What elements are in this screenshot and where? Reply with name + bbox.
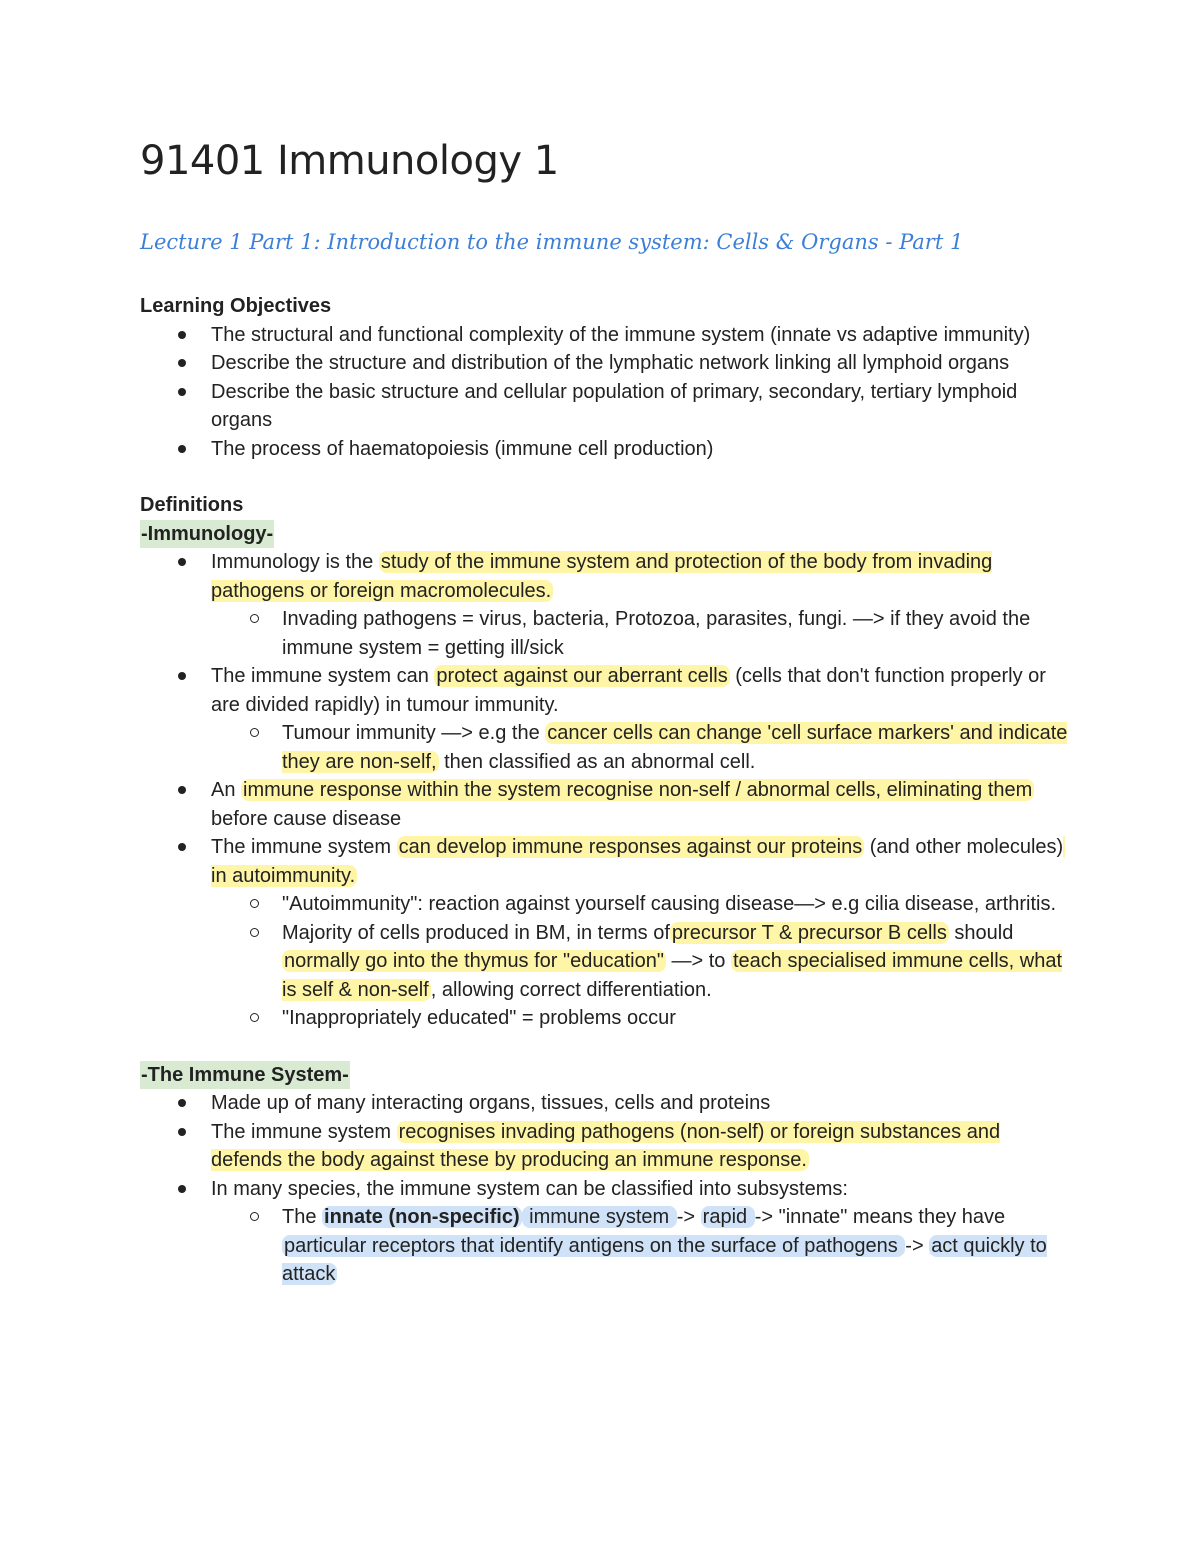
immune-system-list [140, 1089, 1070, 1289]
text: —> to [665, 950, 731, 972]
text: (cells that don't function properly or are divided rapidly) in tumour immunity. [211, 665, 1046, 716]
highlight: particular receptors that identify antigens on the surface of pathogens [284, 1234, 904, 1257]
sub-list-item: Invading pathogens = virus, bacteria, Protozoa, parasites, fungi. —> if they avoid the immune system = getting ill/sick [211, 605, 1070, 662]
text: Tumour immunity —> e.g the [282, 722, 546, 744]
text: The immune system [211, 1120, 397, 1143]
sub-list-item [211, 1203, 1070, 1289]
document-body [140, 292, 1070, 1289]
text: (and other molecules) [864, 836, 1064, 858]
text: -> [905, 1234, 930, 1257]
immune-system-subheading: -The Immune System- [140, 1061, 350, 1090]
list-item [140, 833, 1070, 1033]
highlight: immune system [523, 1206, 675, 1228]
lecture-heading: Lecture 1 Part 1: Introduction to the immune system: Cells & Organs - Part 1 [140, 230, 964, 254]
text: In many species, the immune system can be classified into subsystems: [211, 1177, 848, 1200]
text: The [282, 1206, 323, 1228]
list-item [140, 776, 1070, 833]
definitions-heading: Definitions [140, 494, 244, 516]
highlight: recognises invading pathogens (non-self) or foreign substances and defends the body against these by producing an immune response. [211, 1120, 1001, 1171]
immunology-subheading: -Immunology- [140, 520, 274, 549]
definitions-list [140, 548, 1070, 1033]
text: should [948, 921, 1014, 944]
bold-text: innate (non-specific) [324, 1206, 520, 1228]
list-item [140, 662, 1070, 776]
learning-objectives-list [140, 321, 1070, 464]
highlight: teach specialised immune cells, what is self & non-self [282, 950, 1063, 1001]
highlight: normally go into the thymus for "education" [284, 950, 664, 972]
highlight: precursor T & precursor B cells [671, 921, 947, 944]
list-item: The process of haematopoiesis (immune cell production) [140, 435, 1070, 464]
sub-list-item: "Autoimmunity": reaction against yourself causing disease—> e.g cilia disease, arthritis. [211, 890, 1070, 919]
text: then classified as an abnormal cell. [438, 750, 756, 773]
highlight: immune response within the system recognise non-self / abnormal cells, eliminating them [243, 779, 1033, 801]
highlight: study of the immune system and protection of the body from invading pathogens or foreign macromolecules. [211, 551, 993, 602]
page-title: 91401 Immunology 1 [140, 138, 559, 184]
text: An [211, 779, 242, 801]
learning-objectives-heading: Learning Objectives [140, 295, 332, 317]
sub-list-item [211, 719, 1070, 776]
list-item [140, 1118, 1070, 1175]
sub-list-item [211, 919, 1070, 1005]
text: -> "innate" means they have [754, 1206, 1006, 1228]
list-item [140, 1175, 1070, 1289]
list-item [140, 548, 1070, 662]
sub-list-item: "Inappropriately educated" = problems occur [211, 1004, 1070, 1033]
text: The immune system [211, 836, 397, 858]
highlight: in autoimmunity. [211, 836, 1065, 887]
list-item: Describe the structure and distribution of the lymphatic network linking all lymphoid organs [140, 349, 1070, 378]
text: Immunology is the [211, 551, 379, 573]
text: -> [676, 1206, 701, 1228]
list-item: The structural and functional complexity of the immune system (innate vs adaptive immunity) [140, 321, 1070, 350]
list-item: Made up of many interacting organs, tissues, cells and proteins [140, 1089, 1070, 1118]
text: The immune system can [211, 665, 435, 687]
highlight: can develop immune responses against our proteins [398, 836, 863, 858]
highlight: act quickly to attack [282, 1234, 1047, 1285]
highlight: cancer cells can change 'cell surface markers' and indicate they are non-self, [282, 722, 1068, 773]
text: Majority of cells produced in BM, in terms of [282, 921, 670, 944]
highlight: protect against our aberrant cells [436, 665, 728, 687]
text: before cause disease [211, 807, 402, 830]
text: , allowing correct differentiation. [430, 978, 712, 1001]
highlight: rapid [702, 1206, 753, 1228]
list-item: Describe the basic structure and cellular population of primary, secondary, tertiary lymphoid organs [140, 378, 1070, 435]
